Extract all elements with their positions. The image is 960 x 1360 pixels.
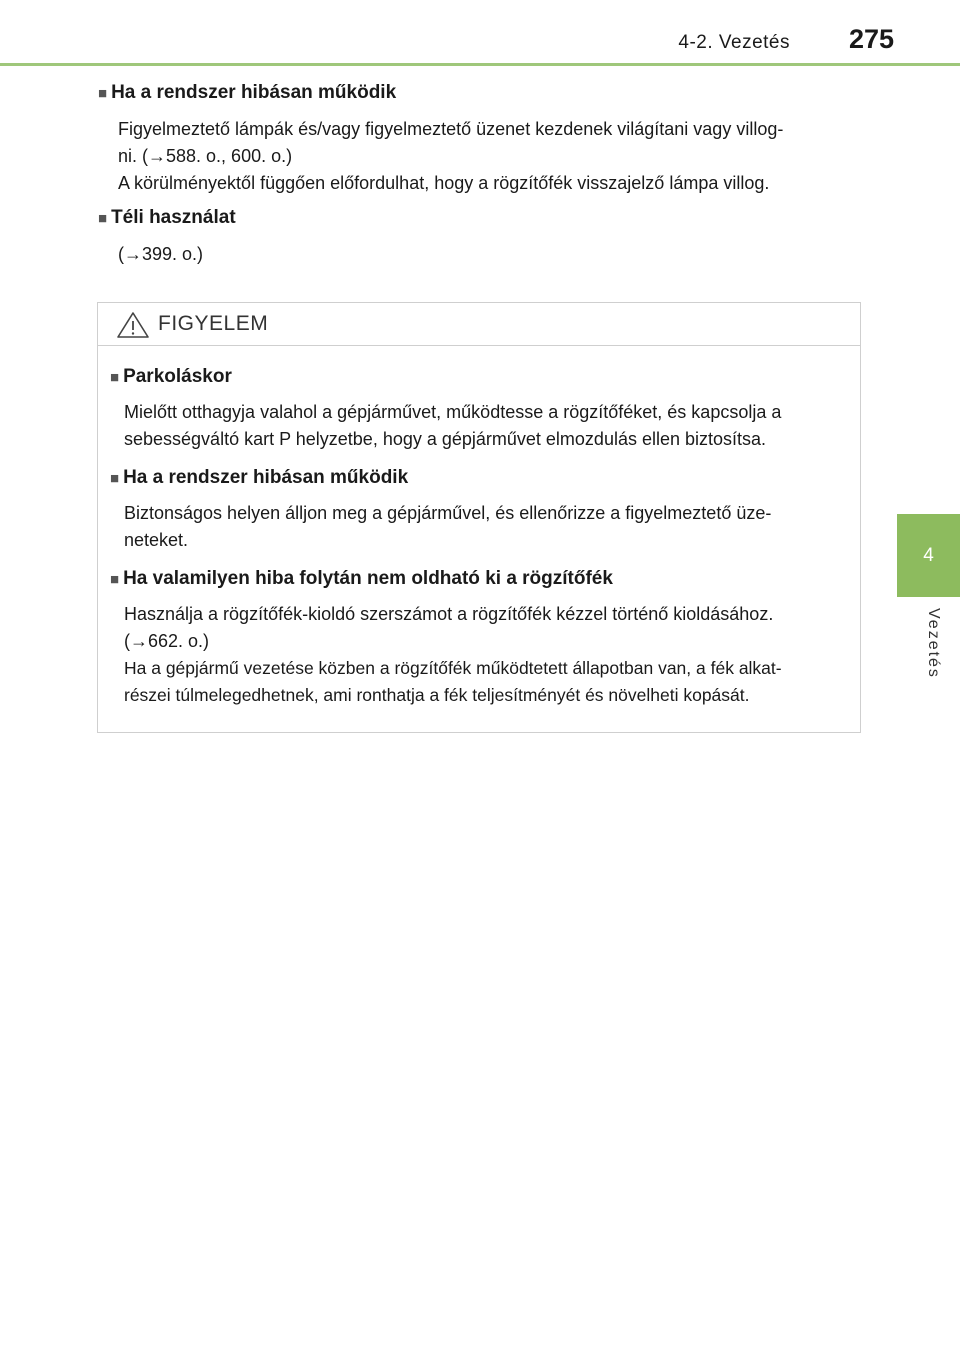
warning-item-heading: ■ Ha a rendszer hibásan működik — [110, 467, 409, 488]
square-bullet-icon: ■ — [98, 85, 108, 102]
page-reference: (→399. o.) — [118, 244, 204, 264]
header-section-title: 4-2. Vezetés — [678, 32, 790, 53]
square-bullet-icon: ■ — [110, 571, 120, 588]
warning-item-text: Biztonságos helyen álljon meg a gépjárművel, és ellenőrizze a figyelmeztető üze- neteket. — [124, 503, 772, 550]
section-winter — [98, 205, 858, 268]
warning-item-parking — [110, 364, 844, 453]
square-bullet-icon: ■ — [110, 369, 120, 386]
main-content — [98, 80, 858, 268]
warning-item-heading: ■ Ha valamilyen hiba folytán nem oldható ki a rögzítőfék — [110, 568, 613, 589]
warning-item-text: Mielőtt otthagyja valahol a gépjárművet, működtesse a rögzítőféket, és kapcsolja a sebességváltó kart P helyzetbe, hogy a gépjárművet elmozdulás ellen biztosítsa. — [124, 402, 782, 449]
chapter-tab-number: 4 — [923, 544, 934, 566]
warning-body — [98, 346, 860, 709]
section-paragraph: Figyelmeztető lámpák és/vagy figyelmeztető üzenet kezdenek világítani vagy villog- ni. (→588. o., 600. o.) A körülményektől függően előfordulhat, hogy a rögzítőfék visszajelző lámpa villog. — [118, 119, 784, 193]
chapter-tab — [897, 514, 960, 597]
header-rule — [0, 63, 960, 66]
section-heading: ■ Ha a rendszer hibásan működik — [98, 82, 397, 103]
warning-title: FIGYELEM — [158, 312, 269, 335]
section-heading: ■ Téli használat — [98, 207, 236, 228]
page-number: 275 — [848, 24, 894, 54]
square-bullet-icon: ■ — [110, 470, 120, 487]
warning-triangle-icon — [116, 311, 150, 339]
warning-box — [97, 302, 861, 733]
warning-item-heading: ■ Parkoláskor — [110, 366, 232, 387]
chapter-tab-label: Vezetés — [925, 608, 942, 679]
warning-header — [98, 303, 860, 346]
square-bullet-icon: ■ — [98, 210, 108, 227]
warning-item-malfunction — [110, 465, 844, 554]
warning-item-text: Ha a gépjármű vezetése közben a rögzítőfék működtetett állapotban van, a fék alkat- részei túlmelegedhetnek, ami ronthatja a fék teljesítményét és növelheti kopását. — [124, 658, 782, 705]
section-malfunction — [98, 80, 858, 197]
warning-item-text: Használja a rögzítőfék-kioldó szerszámot a rögzítőfék kézzel történő kioldásához. (→662. o.) — [124, 604, 774, 651]
warning-item-release — [110, 566, 844, 709]
